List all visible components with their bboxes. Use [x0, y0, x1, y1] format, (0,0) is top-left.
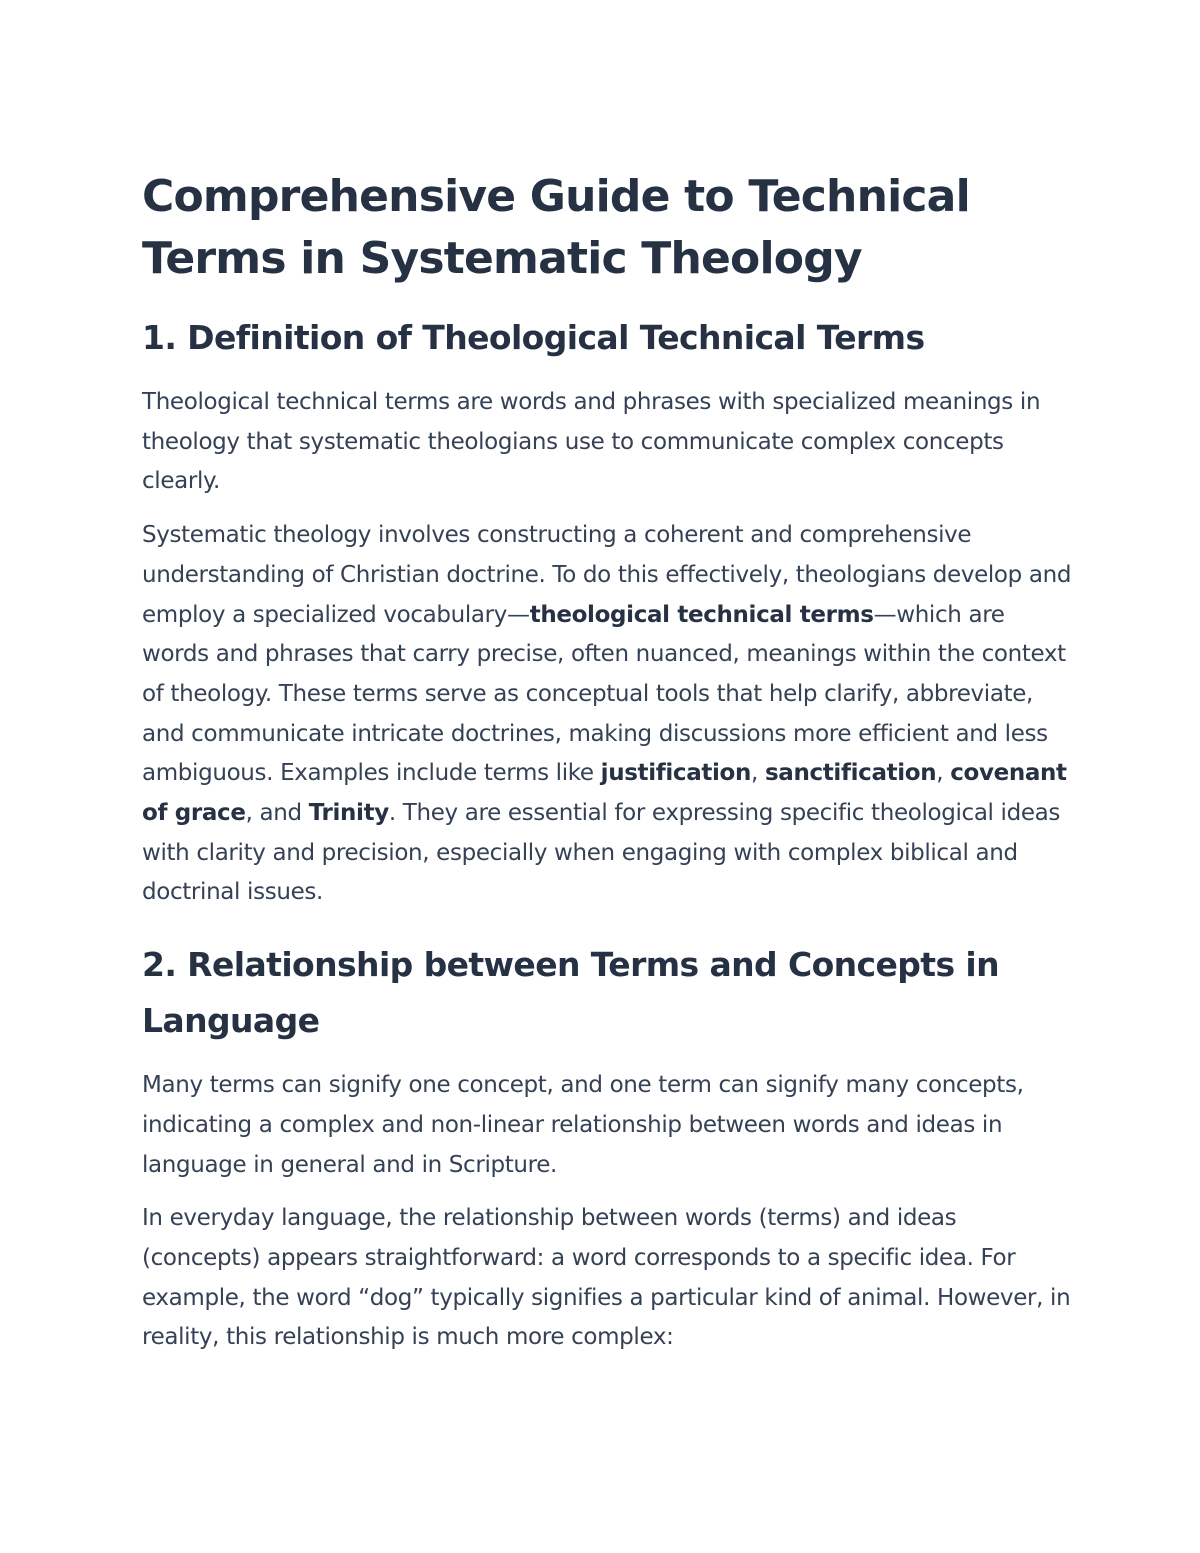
section-summary: Many terms can signify one concept, and one term can signify many concepts, indicating a complex and non-linear relationship between words and ideas in language in general and in Scripture. [142, 1072, 1024, 1178]
section-summary: Theological technical terms are words and phrases with specialized meanings in theology that systematic theologians use to communicate complex concepts clearly. [142, 389, 1041, 495]
text-run: . They are essential for expressing specific theological ideas with clarity and precision, especially when engaging with complex biblical and doctrinal issues. [142, 800, 1061, 906]
bold-term: sanctification [764, 760, 937, 787]
bold-term: theological technical terms [529, 601, 874, 628]
bold-term: Trinity [308, 800, 389, 827]
section-body-paragraph: In everyday language, the relationship between words (terms) and ideas (concepts) appears straightforward: a word corresponds to a specific idea. For example, the word “dog” typically signifies a particular kind of animal. However, in reality, this relationship is much more complex: [142, 1205, 1071, 1351]
section-definition [142, 310, 1072, 913]
document-title: Comprehensive Guide to Technical Terms in Systematic Theology [142, 171, 970, 284]
text-run: —which are words and phrases that carry precise, often nuanced, meanings within the context of theology. These terms serve as conceptual tools that help clarify, abbreviate, and communicate intricate doctrines, making discussions more efficient and less ambiguous. Examples include terms like [142, 601, 1066, 787]
text-run: , [751, 760, 765, 787]
text-run: Systematic theology involves constructing a coherent and comprehensive understanding of Christian doctrine. To do this effectively, theologians develop and employ a specialized vocabulary— [142, 522, 1072, 628]
section-heading: 2. Relationship between Terms and Concepts in Language [142, 945, 1000, 1041]
text-run: , [936, 760, 951, 787]
section-heading: 1. Definition of Theological Technical Terms [142, 318, 925, 357]
bold-term: justification [600, 760, 752, 787]
text-run: , and [245, 800, 309, 827]
bold-term: covenant of grace [142, 760, 1067, 827]
section-body-paragraph [142, 516, 1072, 913]
document-page [142, 166, 1072, 1358]
section-relationship [142, 937, 1072, 1358]
